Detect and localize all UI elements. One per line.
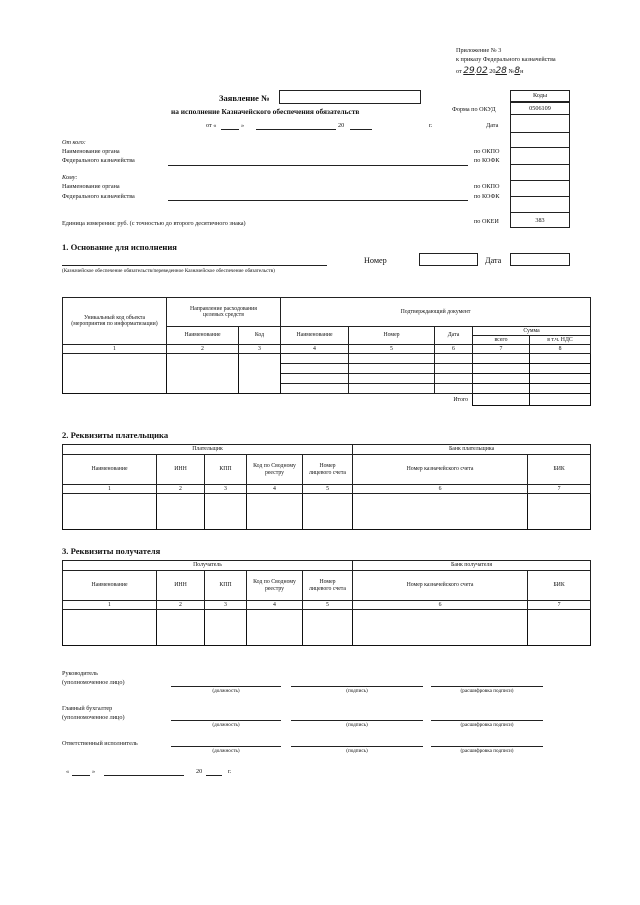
basis-field[interactable] (62, 265, 327, 266)
payer-bik-cell[interactable] (528, 494, 591, 530)
bottom-year-field[interactable] (206, 775, 222, 776)
from-heading: От кого: (62, 139, 86, 146)
basis-number-label: Номер (364, 256, 387, 265)
sig-executor-decoding-caption: (расшифровка подписи) (460, 748, 514, 754)
payer-inn-cell[interactable] (157, 494, 205, 530)
recipient-col-inn: ИНН (157, 571, 205, 601)
sig-executor-signature-caption: (подпись) (346, 748, 368, 754)
appendix-line1: Приложение № 3 (456, 47, 502, 54)
col-doc-name: Наименование (281, 327, 349, 345)
doc-date-cell[interactable] (435, 364, 473, 374)
to-heading: Кому: (62, 174, 78, 181)
to-org: Наименование органа (62, 183, 120, 190)
recipient-account-cell[interactable] (303, 610, 353, 646)
payer-header: Плательщик (63, 445, 353, 455)
sig-executor-position-field[interactable] (171, 746, 281, 747)
sig-accountant-decoding-field[interactable] (431, 720, 543, 721)
num-cell: 4 (247, 601, 303, 610)
form-month-line[interactable] (256, 129, 336, 130)
payer-col-account: Номер лицевого счета (303, 455, 353, 485)
kofk-label: по КОФК (474, 157, 500, 164)
num-cell: 5 (303, 601, 353, 610)
bottom-day-field[interactable] (72, 775, 90, 776)
okei-value: 383 (535, 217, 545, 224)
col-direction: Направление расходования целевых средств (167, 298, 281, 327)
num-cell: 7 (528, 601, 591, 610)
recipient-col-code: Код по Сводному реестру (247, 571, 303, 601)
num-cell: 2 (157, 601, 205, 610)
num-cell: 3 (205, 601, 247, 610)
num-cell: 2 (157, 485, 205, 494)
form-date-end: г. (429, 122, 433, 129)
sig-head-position-caption: (должность) (212, 688, 240, 694)
recipient-header: Получатель (63, 561, 353, 571)
num-cell: 1 (63, 345, 167, 354)
sig-accountant-decoding-caption: (расшифровка подписи) (460, 722, 514, 728)
sum-vat-cell[interactable] (530, 374, 591, 384)
to-treasury: Федерального казначейства (62, 193, 135, 200)
col-name: Наименование (167, 327, 239, 345)
form-subtitle: на исполнение Казначейского обеспечения обязательств (171, 107, 360, 116)
basis-date-label: Дата (485, 256, 502, 265)
recipient-col-treasury-acc: Номер казначейского счета (353, 571, 528, 601)
col-object: Уникальный код объекта (мероприятия по информатизации) (63, 298, 167, 345)
appendix-date: от 29.02 2028 №8н (456, 66, 524, 76)
sum-total-cell[interactable] (473, 364, 530, 374)
col-sum: Сумма (473, 327, 591, 336)
codes-sep-5 (510, 180, 570, 181)
appendix-date-prefix: от (456, 68, 462, 75)
doc-name-cell[interactable] (281, 374, 349, 384)
doc-date-cell[interactable] (435, 384, 473, 394)
doc-number-cell[interactable] (349, 374, 435, 384)
num-cell: 5 (303, 485, 353, 494)
sig-accountant-sub: (уполномоченное лицо) (62, 714, 125, 721)
appendix-num-suffix: н (520, 68, 524, 75)
sig-head-signature-caption: (подпись) (346, 688, 368, 694)
basis-table (62, 297, 591, 406)
codes-sep-3 (510, 147, 570, 148)
appendix-date-day: 29 (463, 66, 475, 76)
form-day-line[interactable] (221, 129, 239, 130)
bottom-date-close: » (92, 768, 96, 775)
codes-sep-6 (510, 196, 570, 197)
sum-total-cell[interactable] (473, 374, 530, 384)
recipient-name-cell[interactable] (63, 610, 157, 646)
appendix-num: 8 (514, 66, 521, 76)
doc-date-cell[interactable] (435, 354, 473, 364)
okpo2-label: по ОКПО (474, 183, 500, 190)
sig-accountant-position-caption: (должность) (212, 722, 240, 728)
sig-head-label: Руководитель (62, 670, 98, 677)
sig-head-signature-field[interactable] (291, 686, 423, 687)
form-title: Заявление № (219, 93, 270, 103)
num-cell: 4 (247, 485, 303, 494)
sum-vat-cell[interactable] (530, 384, 591, 394)
section2-title: 2. Реквизиты плательщика (62, 430, 169, 440)
payer-col-inn: ИНН (157, 455, 205, 485)
recipient-col-bik: БИК (528, 571, 591, 601)
recipient-bank-header: Банк получателя (353, 561, 591, 571)
appendix-date-month: 02 (476, 66, 488, 76)
from-treasury-field[interactable] (168, 165, 468, 166)
payer-col-kpp: КПП (205, 455, 247, 485)
num-cell: 6 (353, 485, 528, 494)
doc-name-cell[interactable] (281, 354, 349, 364)
col-code: Код (239, 327, 281, 345)
sum-vat-cell[interactable] (530, 364, 591, 374)
itogo-label: Итого (453, 396, 468, 403)
codes-title: Коды (532, 92, 548, 99)
payer-table (62, 444, 591, 530)
num-cell: 5 (349, 345, 435, 354)
okud-label: Форма по ОКУД (452, 106, 496, 113)
form-date-year: 20 (338, 122, 345, 129)
codes-sep-4 (510, 164, 570, 165)
sig-accountant-signature-caption: (подпись) (346, 722, 368, 728)
object-cell[interactable] (63, 354, 167, 394)
num-cell: 1 (63, 485, 157, 494)
num-cell: 1 (63, 601, 157, 610)
payer-col-treasury-acc: Номер казначейского счета (353, 455, 528, 485)
recipient-kpp-cell[interactable] (205, 610, 247, 646)
recipient-inn-cell[interactable] (157, 610, 205, 646)
bottom-date-open: « (66, 768, 70, 775)
doc-name-cell[interactable] (281, 384, 349, 394)
sig-executor-decoding-field[interactable] (431, 746, 543, 747)
codes-column (510, 102, 570, 228)
appendix-year: 28 (495, 66, 507, 76)
recipient-col-name: Наименование (63, 571, 157, 601)
recipient-code-cell[interactable] (247, 610, 303, 646)
doc-date-cell[interactable] (435, 374, 473, 384)
sig-head-position-field[interactable] (171, 686, 281, 687)
num-cell: 6 (435, 345, 473, 354)
basis-number-field[interactable] (419, 253, 478, 266)
payer-account-cell[interactable] (303, 494, 353, 530)
okei-label: по ОКЕИ (474, 218, 499, 225)
okud-value: 0506109 (529, 105, 551, 112)
sig-executor-position-caption: (должность) (212, 748, 240, 754)
payer-kpp-cell[interactable] (205, 494, 247, 530)
sig-accountant-signature-field[interactable] (291, 720, 423, 721)
to-treasury-field[interactable] (168, 200, 468, 201)
bottom-month-field[interactable] (104, 775, 184, 776)
doc-number-cell[interactable] (349, 364, 435, 374)
sig-head-sub: (уполномоченное лицо) (62, 679, 125, 686)
itogo-total-cell[interactable] (473, 394, 530, 406)
codes-sep-1 (510, 114, 570, 115)
from-org: Наименование органа (62, 148, 120, 155)
units-label: Единица измерения: руб. (с точностью до второго десятичного знака) (62, 220, 246, 227)
section1-title: 1. Основание для исполнения (62, 242, 177, 252)
payer-col-code: Код по Сводному реестру (247, 455, 303, 485)
payer-code-cell[interactable] (247, 494, 303, 530)
num-cell: 6 (353, 601, 528, 610)
form-year-line[interactable] (350, 129, 372, 130)
sig-executor-signature-field[interactable] (291, 746, 423, 747)
num-cell: 7 (473, 345, 530, 354)
sum-total-cell[interactable] (473, 354, 530, 364)
payer-col-bik: БИК (528, 455, 591, 485)
doc-number-cell[interactable] (349, 354, 435, 364)
recipient-col-kpp: КПП (205, 571, 247, 601)
recipient-table (62, 560, 591, 646)
basis-date-field[interactable] (510, 253, 570, 266)
bottom-date-end: г. (228, 768, 232, 775)
col-total: всего (473, 336, 530, 345)
direction-name-cell[interactable] (167, 354, 239, 394)
codes-sep-2 (510, 132, 570, 133)
sum-vat-cell[interactable] (530, 354, 591, 364)
direction-code-cell[interactable] (239, 354, 281, 394)
col-doc-number: Номер (349, 327, 435, 345)
num-cell: 8 (530, 345, 591, 354)
recipient-col-account: Номер лицевого счета (303, 571, 353, 601)
doc-name-cell[interactable] (281, 364, 349, 374)
sig-executor-label: Ответственный исполнитель (62, 740, 138, 747)
payer-name-cell[interactable] (63, 494, 157, 530)
bottom-date-year: 20 (196, 768, 203, 775)
col-doc-date: Дата (435, 327, 473, 345)
from-treasury: Федерального казначейства (62, 157, 135, 164)
appendix-line2: к приказу Федерального казначейства (456, 56, 556, 63)
recipient-treasury-acc-cell[interactable] (353, 610, 528, 646)
payer-treasury-acc-cell[interactable] (353, 494, 528, 530)
sig-head-decoding-field[interactable] (431, 686, 543, 687)
section3-title: 3. Реквизиты получателя (62, 546, 161, 556)
col-doc: Подтверждающий документ (281, 298, 591, 327)
doc-number-cell[interactable] (349, 384, 435, 394)
payer-col-name: Наименование (63, 455, 157, 485)
num-cell: 3 (205, 485, 247, 494)
sig-head-decoding-caption: (расшифровка подписи) (460, 688, 514, 694)
form-date-mid: » (241, 122, 245, 129)
appendix-num-prefix: № (508, 68, 515, 75)
num-cell: 7 (528, 485, 591, 494)
application-number-box[interactable] (279, 90, 421, 104)
num-cell: 2 (167, 345, 239, 354)
itogo-vat-cell[interactable] (530, 394, 591, 406)
basis-caption: (Казначейское обеспечение обязательств/переведенное Казначейское обеспечение обязательств) (62, 268, 275, 274)
sum-total-cell[interactable] (473, 384, 530, 394)
form-date-open: от « (206, 122, 217, 129)
codes-sep-7 (510, 212, 570, 213)
appendix-year-prefix: 20 (489, 68, 496, 75)
recipient-bik-cell[interactable] (528, 610, 591, 646)
num-cell: 4 (281, 345, 349, 354)
date-label: Дата (486, 122, 499, 129)
sig-accountant-position-field[interactable] (171, 720, 281, 721)
okpo-label: по ОКПО (474, 148, 500, 155)
kofk2-label: по КОФК (474, 193, 500, 200)
num-cell: 3 (239, 345, 281, 354)
sig-accountant-label: Главный бухгалтер (62, 705, 113, 712)
payer-bank-header: Банк плательщика (353, 445, 591, 455)
col-vat: в т.ч. НДС (530, 336, 591, 345)
